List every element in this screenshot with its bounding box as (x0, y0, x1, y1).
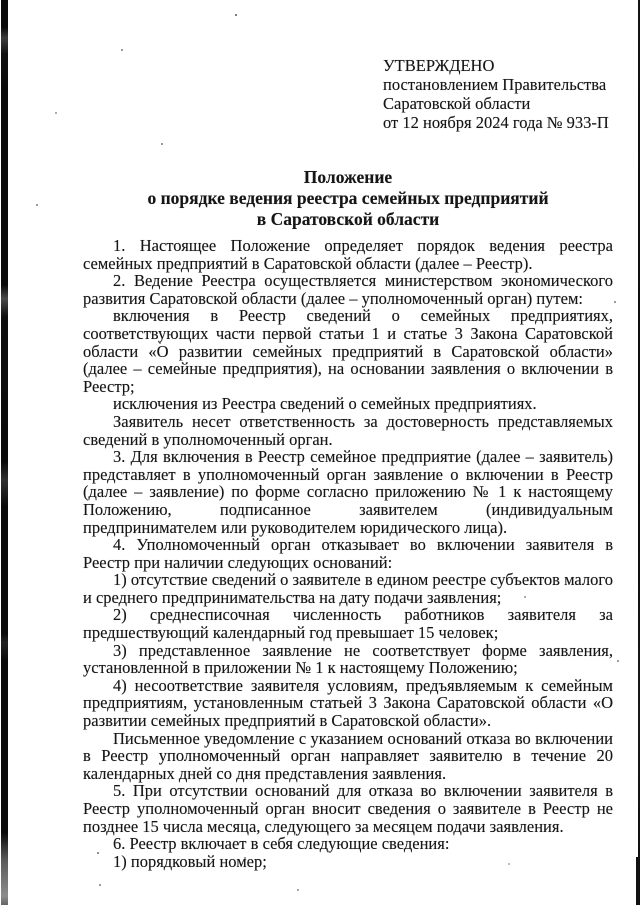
scan-edge-left (1, 0, 8, 905)
paragraph: 5. При отсутствии оснований для отказа во включении заявителя в Реестр уполномоченный орган вносит сведения о заявителе в Реестр не позднее 15 числа месяца, следующего за месяцем подачи заявления. (83, 781, 613, 836)
paragraph: Письменное уведомление с указанием оснований отказа во включении в Реестр уполномоченный орган направляет заявителю в течение 20 календарных дней со дня представления заявления. (83, 728, 613, 783)
title-line: в Саратовской области (256, 209, 440, 229)
paragraph: включения в Реестр сведений о семейных предприятиях, соответствующих части первой статьи 1 и статье 3 Закона Саратовской области «О развитии семейных предприятий в Саратовской области» (далее – семейные предприятия), на основании заявления о включении в Реестр; (83, 306, 613, 396)
document-title (83, 167, 613, 230)
paragraph: 4. Уполномоченный орган отказывает во включении заявителя в Реестр при наличии следующих оснований: (83, 535, 613, 572)
document-body (83, 237, 613, 870)
paragraph: 3. Для включения в Реестр семейное предприятие (далее – заявитель) представляет в уполномоченный орган заявление о включении в Реестр (далее – заявление) по форме согласно приложению № 1 к настоящему Положению, подписанное заявителем (индивидуальным предпринимателем или руководителем юридического лица). (83, 447, 613, 537)
paragraph: 6. Реестр включает в себя следующие сведения: (113, 834, 450, 854)
paragraph: 1) порядковый номер; (113, 851, 267, 871)
approval-line: Саратовской области (383, 94, 531, 113)
paragraph: 2) среднесписочная численность работников заявителя за предшествующий календарный год превышает 15 человек; (83, 605, 613, 643)
title-line: о порядке ведения реестра семейных предприятий (147, 188, 549, 208)
paragraph: 2. Ведение Реестра осуществляется министерством экономического развития Саратовской области (далее – уполномоченный орган) путем: (83, 271, 613, 308)
approval-block (383, 56, 613, 132)
paragraph: 3) представленное заявление не соответствует форме заявления, установленной в приложении № 1 к настоящему Положению; (83, 640, 613, 678)
paragraph: исключения из Реестра сведений о семейных предприятиях. (113, 394, 537, 414)
paragraph: 1. Настоящее Положение определяет порядок ведения реестра семейных предприятий в Саратовской области (далее – Реестр). (83, 236, 613, 273)
approval-line: УТВЕРЖДЕНО (383, 56, 495, 75)
paragraph: 1) отсутствие сведений о заявителе в едином реестре субъектов малого и среднего предпринимательства на дату подачи заявления; (83, 570, 613, 607)
scan-noise (0, 0, 2, 2)
paragraph: 4) несоответствие заявителя условиям, предъявляемым к семейным предприятиям, установленным статьей 3 Закона Саратовской области «О развитии семейных предприятий в Саратовской области». (83, 675, 613, 731)
approval-line: постановлением Правительства (383, 75, 607, 94)
paragraph: Заявитель несет ответственность за достоверность представляемых сведений в уполномоченный орган. (83, 411, 613, 449)
approval-line: от 12 ноября 2024 года № 933-П (383, 113, 609, 132)
title-line: Положение (303, 167, 393, 187)
